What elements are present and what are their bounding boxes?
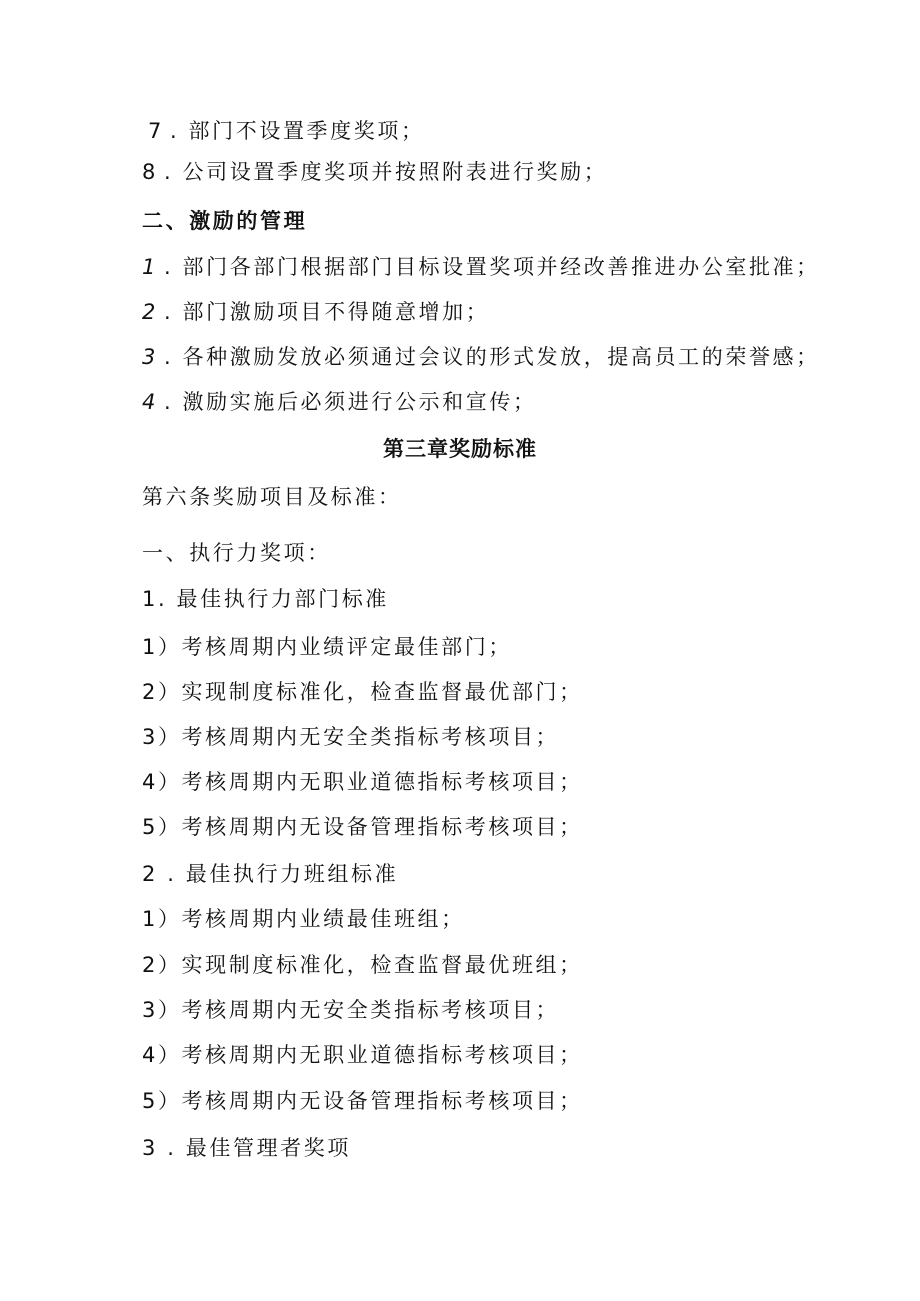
list-item: 2）实现制度标准化，检查监督最优部门； [142, 680, 583, 704]
list-item-4 [142, 387, 537, 417]
item-number: 8 [142, 160, 158, 184]
item-text: . 部门不设置季度奖项； [170, 119, 425, 143]
item-text: . 各种激励发放必须通过会议的形式发放，提高员工的荣誉感； [164, 345, 820, 369]
list-item: 5）考核周期内无设备管理指标考核项目； [142, 1089, 583, 1113]
list-item: 1）考核周期内业绩评定最佳部门； [142, 635, 512, 659]
list-item: 5）考核周期内无设备管理指标考核项目； [142, 815, 583, 839]
item-text: . 部门激励项目不得随意增加； [164, 300, 490, 324]
item-text: . 公司设置季度奖项并按照附表进行奖励； [164, 160, 608, 184]
list-item: 4）考核周期内无职业道德指标考核项目； [142, 1043, 583, 1067]
item-number: 3 [142, 345, 158, 369]
item-number: 1 [142, 255, 158, 279]
list-item: 3）考核周期内无安全类指标考核项目； [142, 725, 560, 749]
list-item: 3）考核周期内无安全类指标考核项目； [142, 998, 560, 1022]
list-item-3 [142, 342, 820, 372]
section-heading-incentive-management: 二、激励的管理 [142, 209, 308, 233]
subsection-heading: 2 . 最佳执行力班组标准 [142, 862, 399, 886]
article-heading: 第六条奖励项目及标准： [142, 485, 402, 509]
item-number: 4 [142, 390, 158, 414]
list-item-2 [142, 297, 489, 327]
list-item-1 [142, 252, 820, 282]
item-text: . 激励实施后必须进行公示和宣传； [164, 390, 537, 414]
section-heading-execution-award: 一、执行力奖项： [142, 541, 331, 565]
chapter-title: 第三章奖励标准 [383, 437, 537, 461]
item-text: . 部门各部门根据部门目标设置奖项并经改善推进办公室批准； [164, 255, 820, 279]
subsection-heading: 3 . 最佳管理者奖项 [142, 1136, 351, 1160]
subsection-heading: 1. 最佳执行力部门标准 [142, 587, 389, 611]
list-item: 2）实现制度标准化，检查监督最优班组； [142, 953, 583, 977]
list-item: 1）考核周期内业绩最佳班组； [142, 907, 465, 931]
list-item-8 [142, 157, 607, 187]
item-number: 7 [148, 119, 164, 143]
item-number: 2 [142, 300, 158, 324]
list-item: 4）考核周期内无职业道德指标考核项目； [142, 770, 583, 794]
list-item-7 [148, 116, 425, 146]
